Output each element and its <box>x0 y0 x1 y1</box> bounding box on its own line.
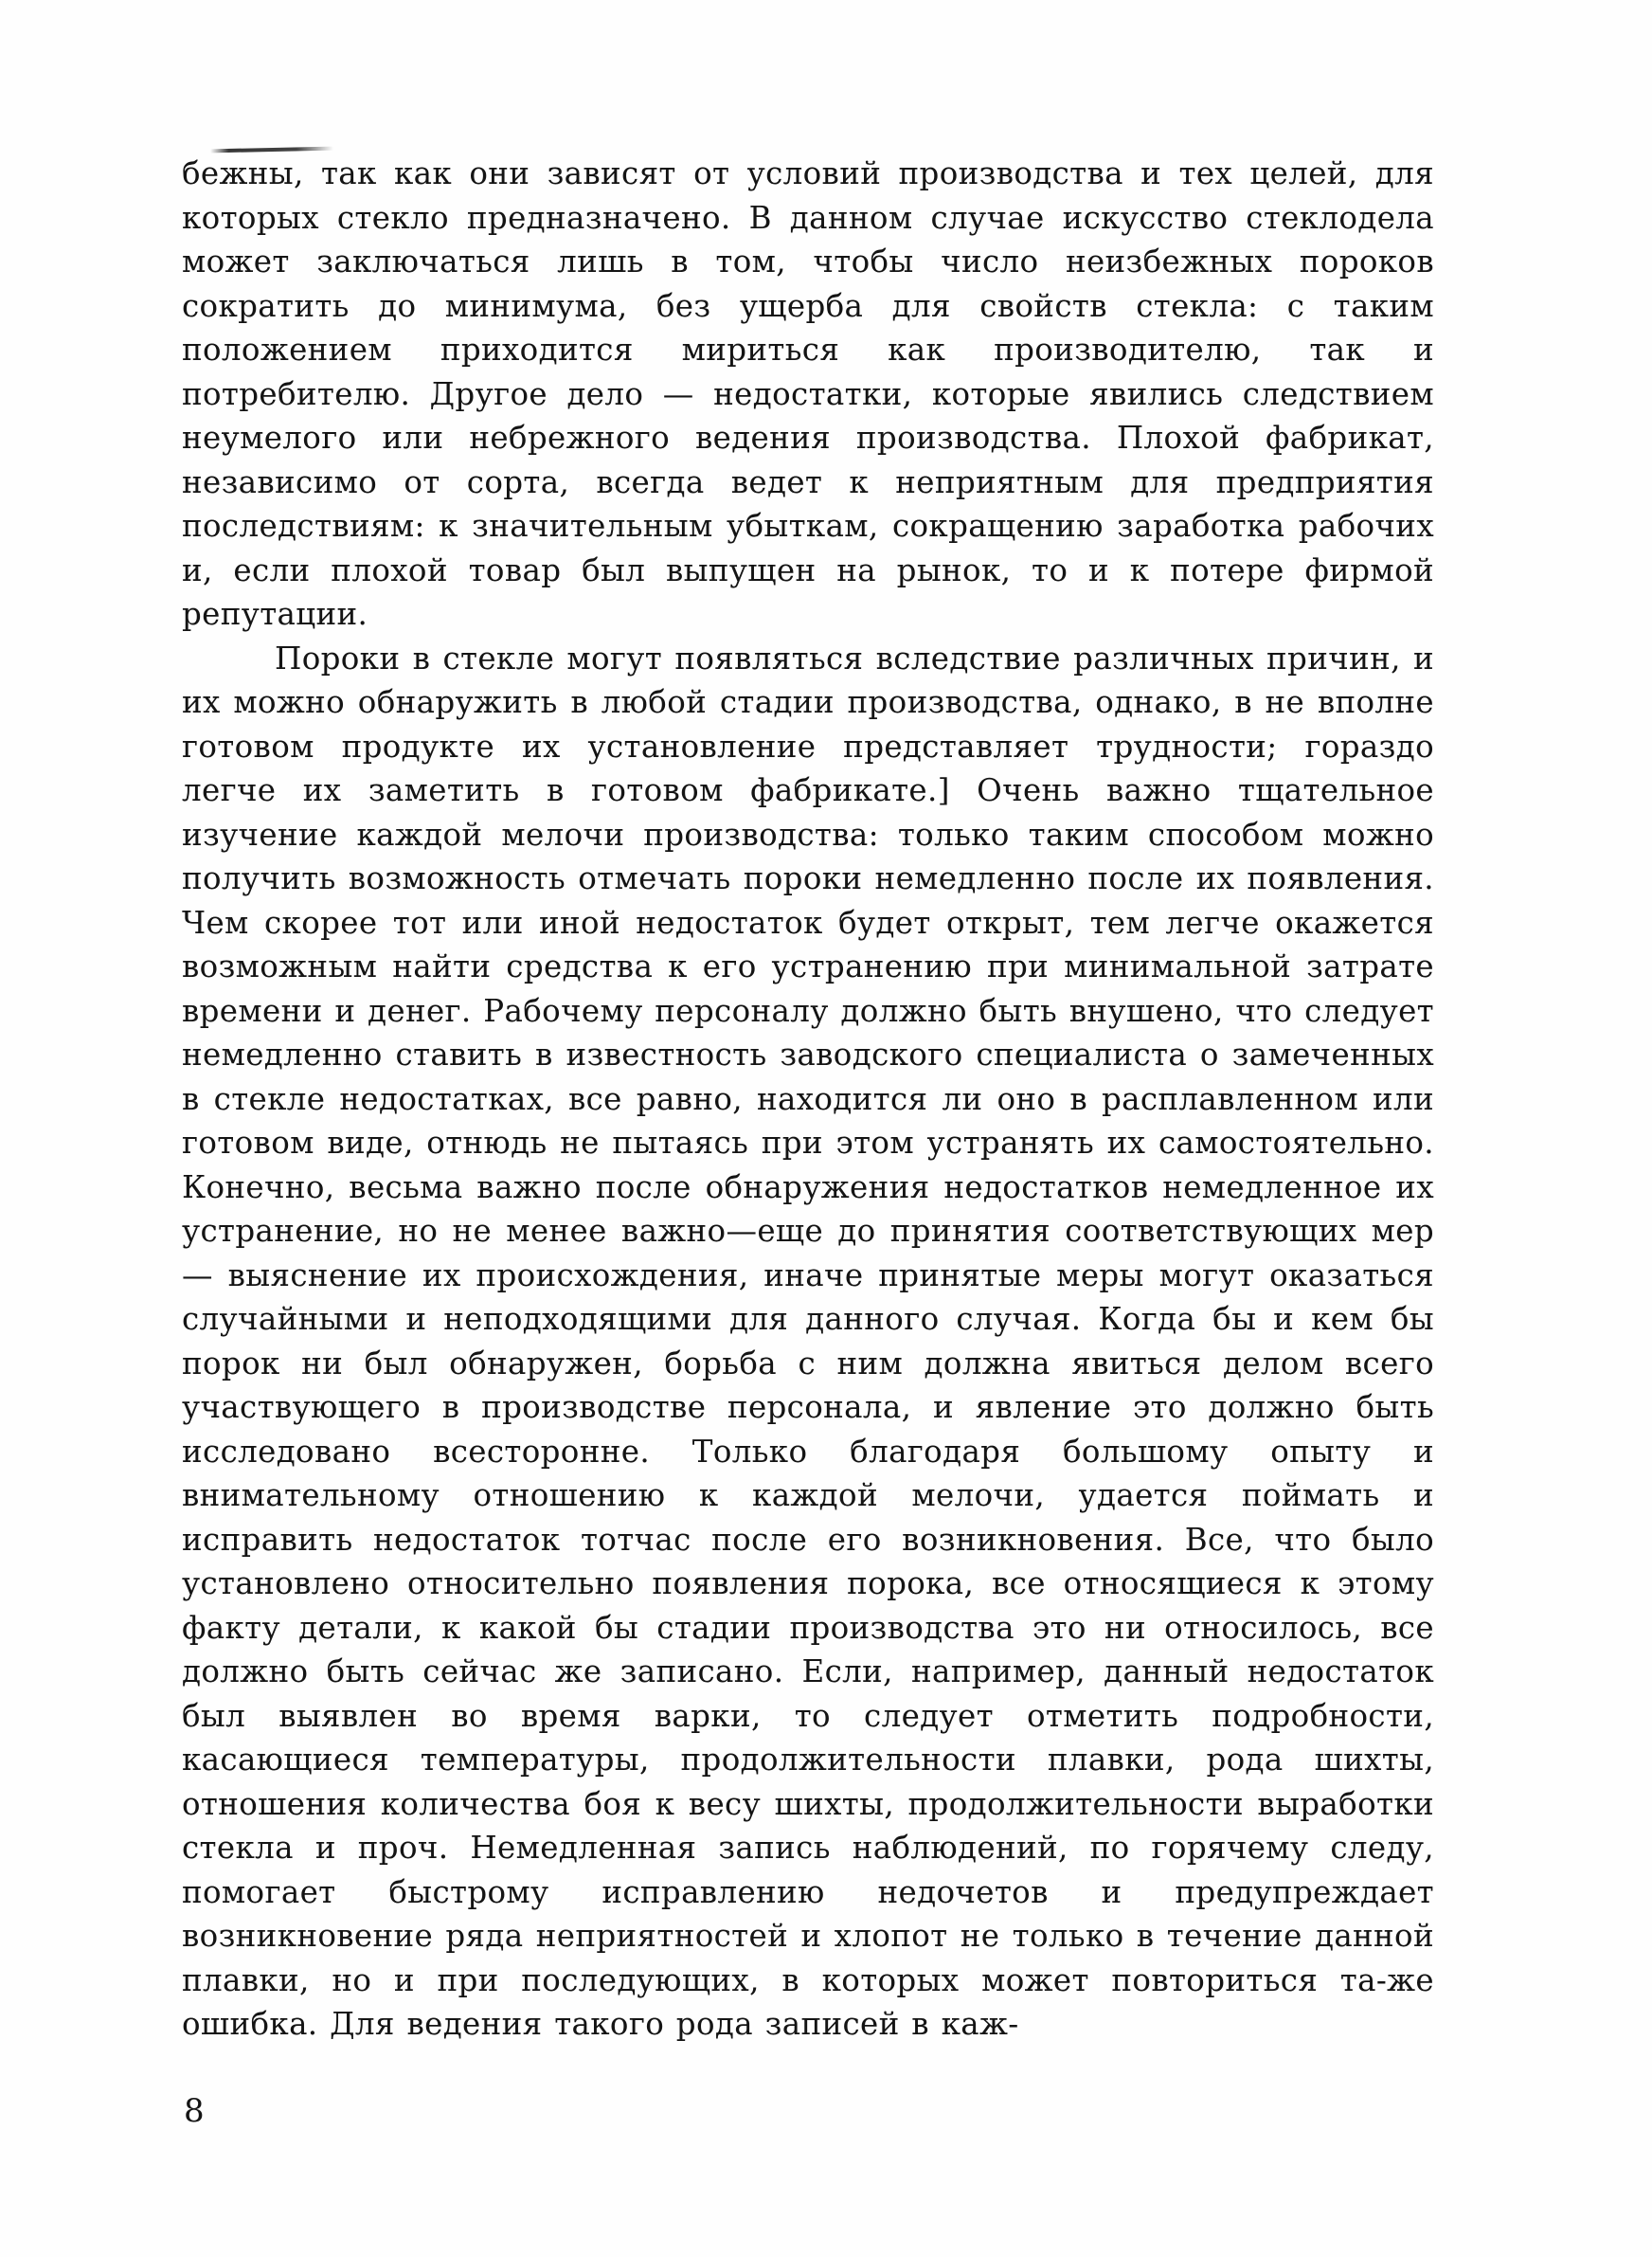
paragraph-continued: бежны, так как они зависят от условий производства и тех целей, для которых стекло предназначено. В данном случае искусство стеклодела может заключаться лишь в том, чтобы число неизбежных пороков сократить до минимума, без ущерба для свойств стекла: с таким положением приходится мириться как производителю, так и потребителю. Другое дело — недостатки, которые явились следствием неумелого или небрежного ведения производства. Плохой фабрикат, независимо от сорта, всегда ведет к неприятным для предприятия последствиям: к значительным убыткам, сокращению заработка рабочих и, если плохой товар был выпущен на рынок, то и к потере фирмой репутации. <box>182 155 1434 632</box>
page-number: 8 <box>184 2092 205 2130</box>
body-text <box>182 152 1434 2047</box>
paragraph-defects: Пороки в стекле могут появляться вследствие различных причин, и их можно обнаружить в любой стадии производства, однако, в не вполне готовом продукте их установление представляет трудности; гораздо легче их заметить в готовом фабрикате.] Очень важно тщательное изучение каждой мелочи производства: только таким способом можно получить возможность отмечать пороки немедленно после их появления. Чем скорее тот или иной недостаток будет открыт, тем легче окажется возможным найти средства к его устранению при минимальной затрате времени и денег. Рабочему персоналу должно быть внушено, что следует немедленно ставить в известность заводского специалиста о замеченных в стекле недостатках, все равно, находится ли оно в расплавленном или готовом виде, отнюдь не пытаясь при этом устранять их самостоятельно. Конечно, весьма важно после обнаружения недостатков немедленное их устранение, но не менее важно—еще до принятия соответствующих мер— выяснение их происхождения, иначе принятые меры могут оказаться случайными и неподходящими для данного случая. Когда бы и кем бы порок ни был обнаружен, борьба с ним должна явиться делом всего участвующего в производстве персонала, и явление это должно быть исследовано всесторонне. Только благодаря большому опыту и внимательному отношению к каждой мелочи, удается поймать и исправить недостаток тотчас после его возникновения. Все, что было установлено относительно появления порока, все относящиеся к этому факту детали, к какой бы стадии производства это ни относилось, все должно быть сейчас же записано. Если, например, данный недостаток был выявлен во время варки, то следует отметить подробности, касающиеся температуры, продолжительности плавки, рода шихты, отношения количества боя к весу шихты, продолжительности выработки стекла и проч. Немедленная запись наблюдений, по горячему следу, помогает быстрому исправлению недочетов и предупреждает возникновение ряда неприятностей и хлопот не только в течение данной плавки, но и при последующих, в которых может повториться та-же ошибка. Для ведения такого рода записей в каж- <box>182 640 1434 2042</box>
